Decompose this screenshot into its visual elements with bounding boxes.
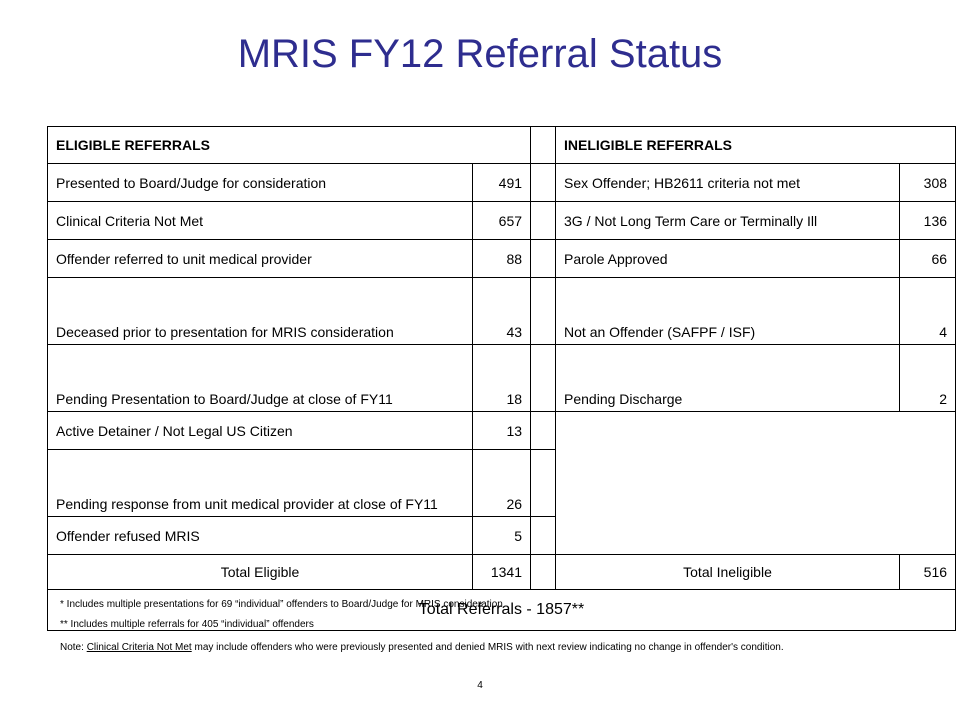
note-rest: may include offenders who were previously presented and denied MRIS with next review indicating no change in offender's condition. xyxy=(191,642,784,653)
totals-row xyxy=(48,555,956,590)
footnote-2: ** Includes multiple referrals for 405 “individual” offenders xyxy=(60,619,314,630)
ineligible-label: Sex Offender; HB2611 criteria not met xyxy=(556,164,900,202)
footnote-1: * Includes multiple presentations for 69 “individual” offenders to Board/Judge for MRIS consideration xyxy=(60,599,503,610)
eligible-label: Offender referred to unit medical provider xyxy=(48,240,473,278)
eligible-label: Active Detainer / Not Legal US Citizen xyxy=(48,412,473,450)
gap-cell xyxy=(531,202,556,240)
note-underlined-term: Clinical Criteria Not Met xyxy=(86,642,192,653)
eligible-label: Pending Presentation to Board/Judge at close of FY11 xyxy=(48,345,473,412)
eligible-label: Deceased prior to presentation for MRIS consideration xyxy=(48,278,473,345)
eligible-value: 26 xyxy=(473,450,531,517)
total-eligible-value: 1341 xyxy=(473,555,531,590)
table-row xyxy=(48,164,956,202)
table-row xyxy=(48,345,956,412)
eligible-value: 491 xyxy=(473,164,531,202)
note-prefix: Note: xyxy=(60,642,87,653)
eligible-label: Pending response from unit medical provider at close of FY11 xyxy=(48,450,473,517)
total-ineligible-label: Total Ineligible xyxy=(556,555,900,590)
page-title: MRIS FY12 Referral Status xyxy=(237,32,723,76)
ineligible-value: 2 xyxy=(900,345,956,412)
eligible-value: 13 xyxy=(473,412,531,450)
eligible-value: 88 xyxy=(473,240,531,278)
eligible-value: 657 xyxy=(473,202,531,240)
gap-cell xyxy=(531,450,556,517)
grand-total: Total Referrals - 1857** xyxy=(48,590,956,631)
eligible-value: 18 xyxy=(473,345,531,412)
gap-cell xyxy=(531,127,556,164)
eligible-header: ELIGIBLE REFERRALS xyxy=(48,127,531,164)
ineligible-label: 3G / Not Long Term Care or Terminally Ill xyxy=(556,202,900,240)
eligible-label: Offender refused MRIS xyxy=(48,517,473,555)
eligible-label: Clinical Criteria Not Met xyxy=(48,202,473,240)
table-row xyxy=(48,240,956,278)
ineligible-value: 136 xyxy=(900,202,956,240)
table-row xyxy=(48,278,956,345)
gap-cell xyxy=(531,164,556,202)
ineligible-label: Parole Approved xyxy=(556,240,900,278)
gap-cell xyxy=(531,240,556,278)
footnote-note xyxy=(60,641,910,654)
gap-cell xyxy=(531,517,556,555)
ineligible-header: INELIGIBLE REFERRALS xyxy=(556,127,956,164)
ineligible-value: 308 xyxy=(900,164,956,202)
referral-status-table xyxy=(47,126,956,631)
eligible-value: 43 xyxy=(473,278,531,345)
gap-cell xyxy=(531,555,556,590)
eligible-label: Presented to Board/Judge for consideration xyxy=(48,164,473,202)
table-row xyxy=(48,202,956,240)
eligible-value: 5 xyxy=(473,517,531,555)
ineligible-value: 66 xyxy=(900,240,956,278)
ineligible-value: 4 xyxy=(900,278,956,345)
gap-cell xyxy=(531,345,556,412)
total-eligible-label: Total Eligible xyxy=(48,555,473,590)
ineligible-label: Pending Discharge xyxy=(556,345,900,412)
gap-cell xyxy=(531,278,556,345)
ineligible-label: Not an Offender (SAFPF / ISF) xyxy=(556,278,900,345)
total-ineligible-value: 516 xyxy=(900,555,956,590)
table-row xyxy=(48,412,956,450)
empty-ineligible-block xyxy=(556,412,956,555)
page-number: 4 xyxy=(477,680,483,691)
gap-cell xyxy=(531,412,556,450)
table-header-row xyxy=(48,127,956,164)
